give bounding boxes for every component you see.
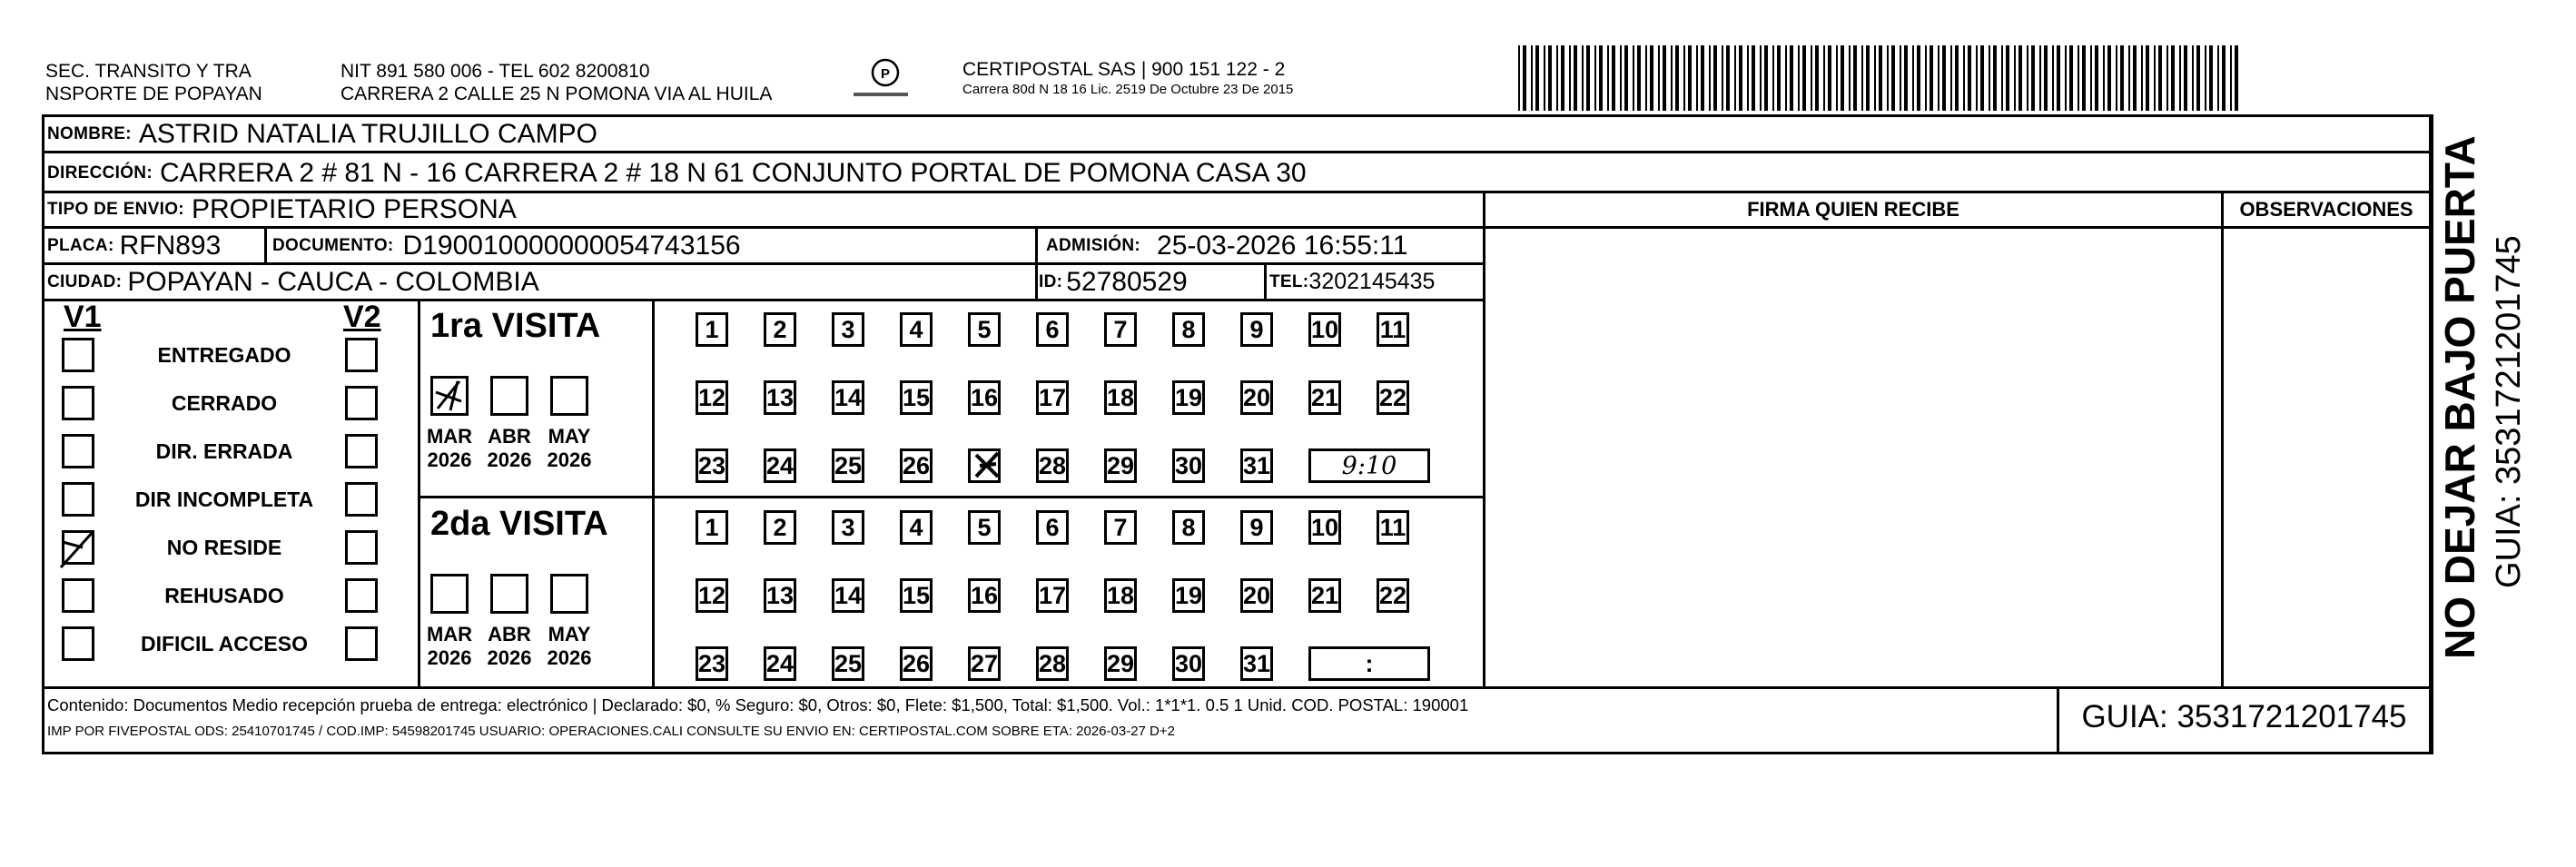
- barcode-bar: [1637, 45, 1641, 111]
- month-label: [478, 425, 541, 472]
- barcode-bar: [1802, 45, 1806, 111]
- barcode-bar: [1963, 45, 1965, 111]
- barcode-bar: [1586, 45, 1590, 111]
- v1-checkbox[interactable]: [62, 434, 94, 468]
- barcode-bar: [1747, 45, 1749, 111]
- tipo-label: TIPO DE ENVIO:: [47, 200, 184, 219]
- barcode-bar: [2171, 45, 2175, 111]
- barcode-bar: [1722, 45, 1723, 111]
- barcode-bar: [1841, 45, 1844, 111]
- day-box[interactable]: 12: [696, 380, 728, 415]
- barcode-bar: [2052, 45, 2054, 111]
- barcode-bar: [2230, 45, 2232, 111]
- barcode-bar: [1917, 45, 1920, 111]
- barcode-bar: [2027, 45, 2028, 111]
- barcode-bar: [2192, 45, 2194, 111]
- day-box[interactable]: 1: [696, 510, 728, 545]
- barcode-bar: [1594, 45, 1596, 111]
- barcode-bar: [2184, 45, 2187, 111]
- month-checkbox[interactable]: [430, 376, 469, 416]
- barcode-bar: [2209, 45, 2213, 111]
- id-label: ID:: [1039, 271, 1063, 291]
- barcode-bar: [1709, 45, 1711, 111]
- day-box[interactable]: 5: [968, 312, 1001, 347]
- status-label: REHUSADO: [164, 584, 284, 607]
- barcode-bar: [2205, 45, 2206, 111]
- barcode-bar: [1663, 45, 1666, 111]
- tel-label: TEL:: [1269, 271, 1309, 291]
- tel-cell: [1269, 265, 1435, 299]
- day-box[interactable]: 20: [1240, 380, 1273, 415]
- barcode-bar: [1968, 45, 1971, 111]
- barcode-bar: [2031, 45, 2035, 111]
- day-box[interactable]: 7: [1104, 312, 1137, 347]
- v1-checkbox[interactable]: [62, 338, 94, 372]
- day-box[interactable]: 30: [1172, 448, 1205, 483]
- barcode-bar: [1879, 45, 1882, 111]
- documento-label: DOCUMENTO:: [272, 235, 394, 255]
- placa-cell: [47, 229, 221, 262]
- barcode-bar: [1866, 45, 1870, 111]
- barcode-bar: [2069, 45, 2073, 111]
- barcode-bar: [1815, 45, 1819, 111]
- footer-print-line: IMP POR FIVEPOSTAL ODS: 25410701745 / COD.IMP: 54598201745 USUARIO: OPERACIONES.CALI CONSULTE SU ENVIO EN: CERTIPOSTAL.COM SOBRE ETA: 2026-03-27 D+2: [47, 724, 1175, 739]
- direccion-row: [47, 156, 1307, 191]
- v1-checkbox[interactable]: [62, 386, 94, 420]
- sender-info: [341, 60, 772, 105]
- visit-time-box[interactable]: :: [1308, 646, 1430, 681]
- day-box[interactable]: 15: [900, 380, 933, 415]
- barcode-bar: [2154, 45, 2156, 111]
- barcode-bar: [2141, 45, 2143, 111]
- handwritten-check-icon: [55, 524, 101, 575]
- barcode-bar: [1696, 45, 1698, 111]
- day-box[interactable]: 1: [696, 312, 728, 347]
- placa-value: RFN893: [119, 230, 222, 261]
- day-box[interactable]: 12: [696, 578, 728, 613]
- day-box[interactable]: 16: [968, 578, 1001, 613]
- barcode-bar: [1938, 45, 1939, 111]
- barcode-bar: [1777, 45, 1781, 111]
- month-name: MAR: [426, 623, 473, 645]
- barcode-bar: [1607, 45, 1609, 111]
- barcode-bar: [1658, 45, 1660, 111]
- month-year: 2026: [427, 646, 472, 669]
- day-box[interactable]: 17: [1036, 380, 1069, 415]
- barcode-bar: [2006, 45, 2009, 111]
- sender-name: [45, 60, 262, 105]
- tipo-row: [47, 193, 517, 226]
- month-checkbox[interactable]: [550, 574, 588, 614]
- barcode-bar: [1904, 45, 1908, 111]
- barcode-bar: [1823, 45, 1825, 111]
- visit-title: 2da VISITA: [430, 505, 608, 543]
- day-box[interactable]: 22: [1377, 578, 1409, 613]
- id-cell: [1039, 265, 1188, 299]
- day-box[interactable]: 25: [832, 646, 864, 681]
- barcode-bar: [2166, 45, 2168, 111]
- day-box[interactable]: 10: [1308, 510, 1341, 545]
- barcode-bar: [1675, 45, 1679, 111]
- month-name: MAY: [548, 425, 591, 448]
- v1-checkbox[interactable]: [62, 482, 94, 517]
- v2-checkbox[interactable]: [345, 530, 378, 565]
- nombre-value: ASTRID NATALIA TRUJILLO CAMPO: [138, 119, 597, 149]
- barcode-bar: [2235, 45, 2238, 111]
- barcode-bar: [1849, 45, 1851, 111]
- carrier-logo-icon: [844, 53, 908, 105]
- barcode-bar: [1790, 45, 1793, 111]
- tel-value: 3202145435: [1308, 269, 1436, 294]
- ciudad-label: CIUDAD:: [47, 271, 123, 291]
- barcode-bar: [2018, 45, 2022, 111]
- month-name: ABR: [488, 623, 531, 645]
- barcode-bar: [2217, 45, 2219, 111]
- day-box[interactable]: 13: [764, 578, 796, 613]
- day-box[interactable]: 9: [1240, 510, 1273, 545]
- day-box[interactable]: 14: [832, 578, 864, 613]
- barcode-bar: [1980, 45, 1984, 111]
- month-label: [418, 623, 481, 670]
- day-box[interactable]: 15: [900, 578, 933, 613]
- month-year: 2026: [487, 646, 532, 669]
- month-checkbox[interactable]: [430, 574, 469, 614]
- barcode-bar: [1645, 45, 1647, 111]
- month-label: [478, 623, 541, 670]
- barcode-bar: [1531, 45, 1533, 111]
- day-box[interactable]: 3: [832, 312, 864, 347]
- documento-cell: [272, 229, 741, 262]
- ciudad-value: POPAYAN - CAUCA - COLOMBIA: [127, 266, 539, 297]
- day-box[interactable]: 23: [696, 448, 728, 483]
- day-box[interactable]: 8: [1172, 312, 1205, 347]
- barcode-bar: [1683, 45, 1685, 111]
- month-label: [418, 425, 481, 472]
- day-box[interactable]: 22: [1377, 380, 1409, 415]
- barcode-bar: [2044, 45, 2048, 111]
- documento-value: D190010000000054743156: [402, 230, 741, 261]
- barcode-bar: [2133, 45, 2137, 111]
- barcode-bar: [1523, 45, 1526, 111]
- day-box[interactable]: 30: [1172, 646, 1205, 681]
- barcode-bar: [2103, 45, 2105, 111]
- month-checkbox[interactable]: [550, 376, 588, 416]
- v1-label: V1: [64, 300, 102, 334]
- tipo-value: PROPIETARIO PERSONA: [191, 194, 517, 224]
- svg-text:P: P: [880, 66, 891, 82]
- barcode-bar: [1925, 45, 1927, 111]
- barcode-bar: [1620, 45, 1622, 111]
- day-box[interactable]: 21: [1308, 380, 1341, 415]
- barcode-bar: [1760, 45, 1762, 111]
- day-box[interactable]: 3: [832, 510, 864, 545]
- month-checkbox[interactable]: [490, 376, 528, 416]
- day-box[interactable]: 2: [764, 510, 796, 545]
- status-label: NO RESIDE: [166, 536, 282, 559]
- barcode-bar: [2107, 45, 2111, 111]
- status-label: DIFICIL ACCESO: [140, 632, 308, 655]
- day-box[interactable]: 14: [832, 380, 864, 415]
- barcode-bar: [1811, 45, 1812, 111]
- barcode-bar: [1861, 45, 1863, 111]
- admision-label: ADMISIÓN:: [1046, 235, 1141, 255]
- ciudad-cell: [47, 265, 539, 299]
- barcode-bar: [1535, 45, 1539, 111]
- barcode-bar: [2146, 45, 2149, 111]
- barcode-bar: [1942, 45, 1946, 111]
- barcode-bar: [1993, 45, 1997, 111]
- barcode-bar: [2082, 45, 2086, 111]
- firma-label: FIRMA QUIEN RECIBE: [1747, 198, 1959, 221]
- month-label: [538, 623, 601, 670]
- barcode-bar: [2001, 45, 2003, 111]
- v2-checkbox[interactable]: [345, 482, 378, 517]
- barcode-bar: [1739, 45, 1742, 111]
- day-box[interactable]: 27: [968, 646, 1001, 681]
- day-box[interactable]: 13: [764, 380, 796, 415]
- barcode-bar: [1900, 45, 1901, 111]
- day-box[interactable]: 4: [900, 510, 933, 545]
- barcode-bar: [1930, 45, 1933, 111]
- sender-name-line1: SEC. TRANSITO Y TRA: [45, 61, 252, 82]
- day-box[interactable]: 2: [764, 312, 796, 347]
- month-year: 2026: [487, 448, 532, 471]
- day-box[interactable]: 29: [1104, 646, 1137, 681]
- admision-value: 25-03-2026 16:55:11: [1157, 230, 1408, 261]
- barcode-bar: [1912, 45, 1914, 111]
- side-guia: GUIA: 3531721201745: [2490, 235, 2528, 588]
- day-box[interactable]: 11: [1377, 510, 1409, 545]
- day-box[interactable]: 19: [1172, 380, 1205, 415]
- barcode-bar: [1544, 45, 1545, 111]
- barcode-bar: [1950, 45, 1952, 111]
- barcode-bar: [1976, 45, 1978, 111]
- admision-cell: [1046, 229, 1407, 262]
- barcode-bar: [1650, 45, 1653, 111]
- barcode-bar: [2222, 45, 2226, 111]
- barcode-bar: [2196, 45, 2200, 111]
- month-year: 2026: [547, 448, 592, 471]
- day-box[interactable]: 31: [1240, 646, 1273, 681]
- day-box[interactable]: 11: [1377, 312, 1409, 347]
- day-box[interactable]: 18: [1104, 578, 1137, 613]
- barcode-bar: [2116, 45, 2117, 111]
- day-box[interactable]: 20: [1240, 578, 1273, 613]
- barcode-bar: [2179, 45, 2181, 111]
- v2-checkbox[interactable]: [345, 578, 378, 613]
- barcode-bar: [1798, 45, 1800, 111]
- month-name: MAY: [548, 623, 591, 645]
- day-box[interactable]: 31: [1240, 448, 1273, 483]
- barcode-bar: [2095, 45, 2098, 111]
- day-box[interactable]: 17: [1036, 578, 1069, 613]
- barcode-bar: [1624, 45, 1628, 111]
- status-label: ENTREGADO: [157, 343, 291, 367]
- barcode-bar: [1726, 45, 1730, 111]
- day-box[interactable]: 5: [968, 510, 1001, 545]
- day-box[interactable]: 23: [696, 646, 728, 681]
- barcode-bar: [1887, 45, 1889, 111]
- barcode-bar: [1612, 45, 1615, 111]
- day-box[interactable]: 9: [1240, 312, 1273, 347]
- barcode-bar: [1556, 45, 1558, 111]
- barcode-bar: [2090, 45, 2092, 111]
- barcode-bar: [1599, 45, 1603, 111]
- nombre-row: [47, 118, 597, 151]
- carrier-info: [962, 58, 1293, 99]
- status-label: CERRADO: [171, 391, 278, 415]
- sender-address: CARRERA 2 CALLE 25 N POMONA VIA AL HUILA: [341, 84, 773, 104]
- barcode-bar: [1574, 45, 1577, 111]
- barcode-bar: [1989, 45, 1990, 111]
- handwritten-check-icon: [430, 376, 469, 416]
- day-box[interactable]: 24: [764, 448, 796, 483]
- day-box[interactable]: 8: [1172, 510, 1205, 545]
- day-box[interactable]: 28: [1036, 646, 1069, 681]
- barcode-bar: [1764, 45, 1768, 111]
- barcode-bar: [1874, 45, 1876, 111]
- month-year: 2026: [427, 448, 472, 471]
- barcode-icon: [1518, 45, 2245, 111]
- barcode-bar: [2128, 45, 2130, 111]
- day-box[interactable]: 24: [764, 646, 796, 681]
- barcode-bar: [1582, 45, 1584, 111]
- nombre-label: NOMBRE:: [47, 124, 132, 143]
- v1-checkbox[interactable]: [62, 578, 94, 613]
- direccion-label: DIRECCIÓN:: [47, 163, 153, 182]
- barcode-bar: [1561, 45, 1564, 111]
- barcode-bar: [1633, 45, 1634, 111]
- barcode-bar: [1772, 45, 1774, 111]
- month-name: MAR: [426, 425, 473, 448]
- day-box[interactable]: 19: [1172, 578, 1205, 613]
- day-box[interactable]: 26: [900, 448, 933, 483]
- v1-checkbox[interactable]: [62, 530, 94, 565]
- barcode-bar: [1548, 45, 1552, 111]
- barcode-bar: [1734, 45, 1736, 111]
- barcode-bar: [1713, 45, 1717, 111]
- barcode-bar: [2065, 45, 2067, 111]
- day-box[interactable]: 16: [968, 380, 1001, 415]
- status-label: DIR. ERRADA: [155, 439, 293, 463]
- barcode-bar: [2014, 45, 2016, 111]
- observaciones-label: OBSERVACIONES: [2239, 198, 2413, 221]
- day-box[interactable]: 26: [900, 646, 933, 681]
- visit-title: 1ra VISITA: [430, 307, 601, 345]
- month-year: 2026: [547, 646, 592, 669]
- carrier-name: CERTIPOSTAL SAS | 900 151 122 - 2: [962, 59, 1286, 80]
- barcode-bar: [1701, 45, 1704, 111]
- day-box[interactable]: 4: [900, 312, 933, 347]
- day-box[interactable]: 29: [1104, 448, 1137, 483]
- side-notice: NO DEJAR BAJO PUERTA: [2436, 135, 2483, 659]
- barcode-bar: [1671, 45, 1673, 111]
- barcode-bar: [1891, 45, 1895, 111]
- footer-content-line: Contenido: Documentos Medio recepción prueba de entrega: electrónico | Declarado: $0, % Seguro: $0, Otros: $0, Flete: $1,500, Total: $1,500. Vol.: 1*1*1. 0.5 1 Unid. COD. POSTAL: 190001: [47, 695, 1469, 714]
- carrier-address: Carrera 80d N 18 16 Lic. 2519 De Octubre 23 De 2015: [962, 82, 1294, 97]
- placa-label: PLACA:: [47, 235, 114, 255]
- direccion-value: CARRERA 2 # 81 N - 16 CARRERA 2 # 18 N 61 CONJUNTO PORTAL DE POMONA CASA 30: [159, 158, 1307, 188]
- sender-nit: NIT 891 580 006 - TEL 602 8200810: [341, 61, 650, 82]
- barcode-bar: [2057, 45, 2060, 111]
- day-box[interactable]: 25: [832, 448, 864, 483]
- barcode-bar: [2039, 45, 2041, 111]
- day-box[interactable]: 28: [1036, 448, 1069, 483]
- month-checkbox[interactable]: [490, 574, 528, 614]
- barcode-bar: [1955, 45, 1959, 111]
- barcode-bar: [1785, 45, 1787, 111]
- v2-label: V2: [343, 300, 381, 334]
- month-name: ABR: [488, 425, 531, 448]
- barcode-bar: [1518, 45, 1520, 111]
- id-value: 52780529: [1066, 266, 1188, 297]
- day-box[interactable]: 21: [1308, 578, 1341, 613]
- v2-checkbox[interactable]: [345, 626, 378, 661]
- v1-checkbox[interactable]: [62, 626, 94, 661]
- visit-time-box[interactable]: 9:10: [1308, 448, 1430, 483]
- sender-name-line2: NSPORTE DE POPAYAN: [45, 84, 262, 104]
- barcode-bar: [1688, 45, 1692, 111]
- handwritten-mark-icon: [971, 449, 998, 482]
- v2-checkbox[interactable]: [345, 338, 378, 372]
- footer-guia: GUIA: 3531721201745: [2081, 699, 2407, 734]
- month-label: [538, 425, 601, 472]
- day-box[interactable]: 10: [1308, 312, 1341, 347]
- barcode-bar: [1569, 45, 1571, 111]
- barcode-bar: [2120, 45, 2124, 111]
- barcode-bar: [1752, 45, 1755, 111]
- day-box[interactable]: 6: [1036, 312, 1069, 347]
- barcode-bar: [2078, 45, 2079, 111]
- v2-checkbox[interactable]: [345, 434, 378, 468]
- barcode-bar: [1828, 45, 1831, 111]
- v2-checkbox[interactable]: [345, 386, 378, 420]
- status-label: DIR INCOMPLETA: [134, 488, 314, 511]
- day-box[interactable]: [968, 448, 1001, 483]
- day-box[interactable]: 7: [1104, 510, 1137, 545]
- barcode-bar: [1836, 45, 1838, 111]
- barcode-bar: [1853, 45, 1857, 111]
- day-box[interactable]: 18: [1104, 380, 1137, 415]
- barcode-bar: [2158, 45, 2162, 111]
- day-box[interactable]: 6: [1036, 510, 1069, 545]
